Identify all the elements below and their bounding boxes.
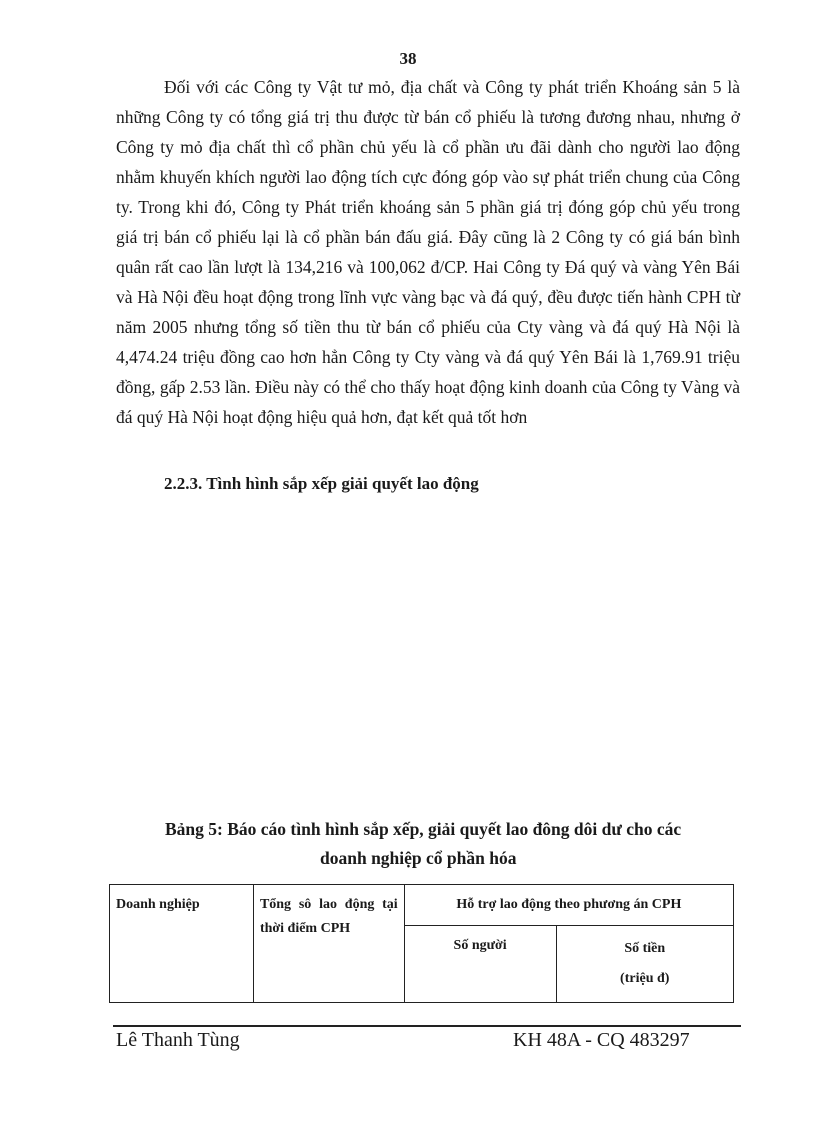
table-header-row (110, 885, 734, 926)
header-company: Doanh nghiệp (110, 885, 254, 1003)
labor-table (109, 884, 734, 1003)
body-paragraph: Đối với các Công ty Vật tư mỏ, địa chất và Công ty phát triển Khoáng sản 5 là những Công ty có tổng giá trị thu được từ bán cổ phiếu là tương đương nhau, nhưng ở Công ty mỏ địa chất thì cổ phần chủ yếu là cổ phần ưu đãi dành cho người lao động nhằm khuyến khích người lao động tích cực đóng góp vào sự phát triển chung của Công ty. Trong khi đó, Công ty Phát triển khoáng sản 5 phần giá trị đóng góp chủ yếu trong giá trị bán cổ phiếu lại là cổ phần bán đấu giá. Đây cũng là 2 Công ty có giá bán bình quân rất cao lần lượt là 134,216 và 100,062 đ/CP. Hai Công ty Đá quý và vàng Yên Bái và Hà Nội đều hoạt động trong lĩnh vực vàng bạc và đá quý, đều được tiến hành CPH từ năm 2005 nhưng tổng số tiền thu từ bán cổ phiếu của Cty vàng và đá quý Hà Nội là 4,474.24 triệu đồng cao hơn hẳn Công ty Cty vàng và đá quý Yên Bái là 1,769.91 triệu đồng, gấp 2.53 lần. Điều này có thể cho thấy hoạt động kinh doanh của Công ty Vàng và đá quý Hà Nội hoạt động hiệu quả hơn, đạt kết quả tốt hơn (116, 77, 740, 427)
header-total-workers: Tổng sô lao động tại thời điểm CPH (253, 885, 404, 1003)
header-num-people: Số người (404, 926, 556, 1003)
header-amount (556, 926, 734, 1003)
table-caption-line1: Bảng 5: Báo cáo tình hình sắp xếp, giải quyết lao đông dôi dư cho các (165, 819, 682, 839)
header-amount-unit: (triệu đ) (620, 971, 670, 986)
section-heading: 2.2.3. Tình hình sắp xếp giải quyết lao động (164, 474, 479, 493)
footer-divider (113, 1025, 741, 1027)
header-amount-label: Số tiền (624, 941, 666, 956)
page-number: 38 (399, 49, 417, 68)
header-support: Hỗ trợ lao động theo phương án CPH (404, 885, 733, 926)
table-caption (165, 815, 745, 873)
footer-author: Lê Thanh Tùng (116, 1029, 240, 1051)
table-caption-line2: doanh nghiệp cổ phần hóa (320, 848, 517, 868)
footer-class-code: KH 48A - CQ 483297 (513, 1029, 690, 1051)
